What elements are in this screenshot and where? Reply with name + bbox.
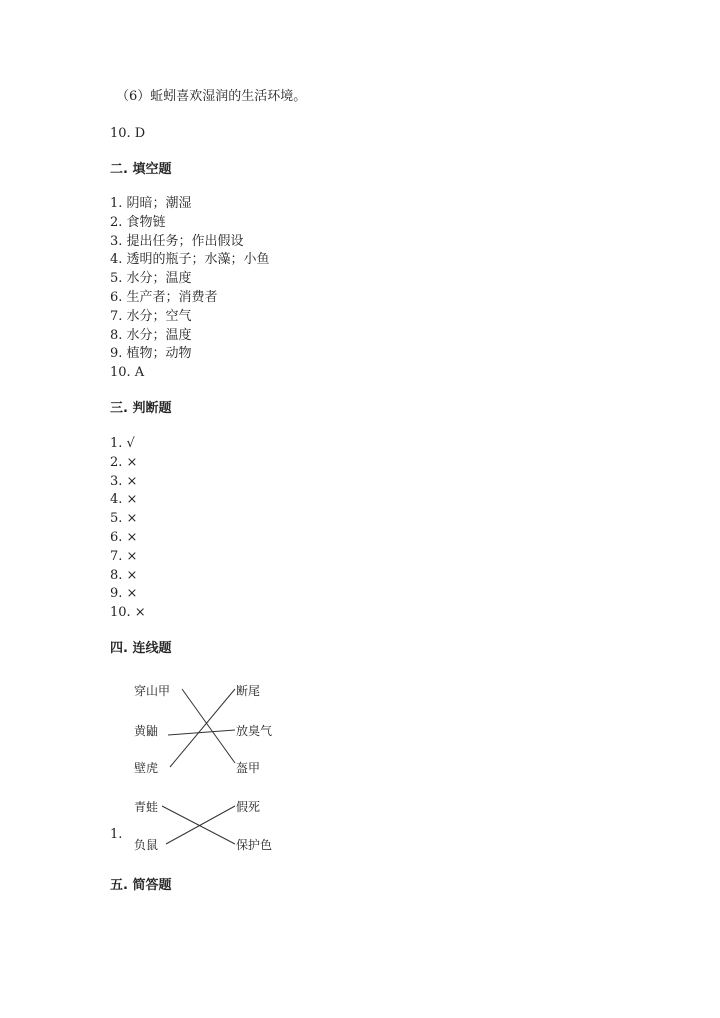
list-item: 8. × [110,567,138,583]
matching-diagram-1 [120,675,320,790]
section-heading-judge: 三. 判断题 [110,401,172,416]
list-item: 9. × [110,586,138,602]
answer-q10: 10. D [110,126,146,141]
list-item: 2. × [110,454,138,470]
match-line [170,689,235,767]
list-item: 6. 生产者；消费者 [110,289,218,305]
match-right-2: 保护色 [236,838,273,852]
match-left-1: 青蛙 [134,800,159,814]
section-heading-matching: 四. 连线题 [110,641,172,656]
judge-list [110,435,146,623]
match-left-2: 负鼠 [134,838,159,852]
list-item: 1. √ [110,436,135,451]
list-item: 7. × [110,548,138,564]
section-heading-fill-blank: 二. 填空题 [110,162,172,177]
match-right-3: 盔甲 [236,761,261,775]
match-left-3: 壁虎 [134,761,159,775]
list-item: 9. 植物；动物 [110,346,192,362]
list-item: 6. × [110,529,138,545]
section-heading-short-answer: 五. 简答题 [110,878,172,893]
list-item: 7. 水分；空气 [110,308,192,324]
match-left-2: 黄鼬 [134,724,159,738]
list-item: 4. × [110,492,138,508]
match-right-1: 断尾 [236,684,261,698]
list-item: 5. 水分；温度 [110,271,192,287]
match-right-2: 放臭气 [236,724,273,738]
list-item: 8. 水分；温度 [110,327,192,343]
matching-diagram-2 [120,792,320,862]
list-item: 4. 透明的瓶子；水藻；小鱼 [110,252,270,268]
match-line [168,730,235,735]
match-right-1: 假死 [236,800,261,814]
fill-blank-list [110,195,270,383]
list-item: 5. × [110,511,138,527]
list-item: 3. 提出任务；作出假设 [110,233,244,249]
list-item: 10. A [110,365,145,381]
match-left-1: 穿山甲 [134,684,171,698]
list-item: 3. × [110,473,138,489]
list-item: 10. × [110,605,146,621]
list-item: 1. 阴暗；潮湿 [110,196,192,211]
answer-item-6: （6）蚯蚓喜欢湿润的生活环境。 [116,89,307,104]
list-item: 2. 食物链 [110,214,166,230]
match-line [182,689,235,763]
matching-group-number: 1. [110,827,123,842]
